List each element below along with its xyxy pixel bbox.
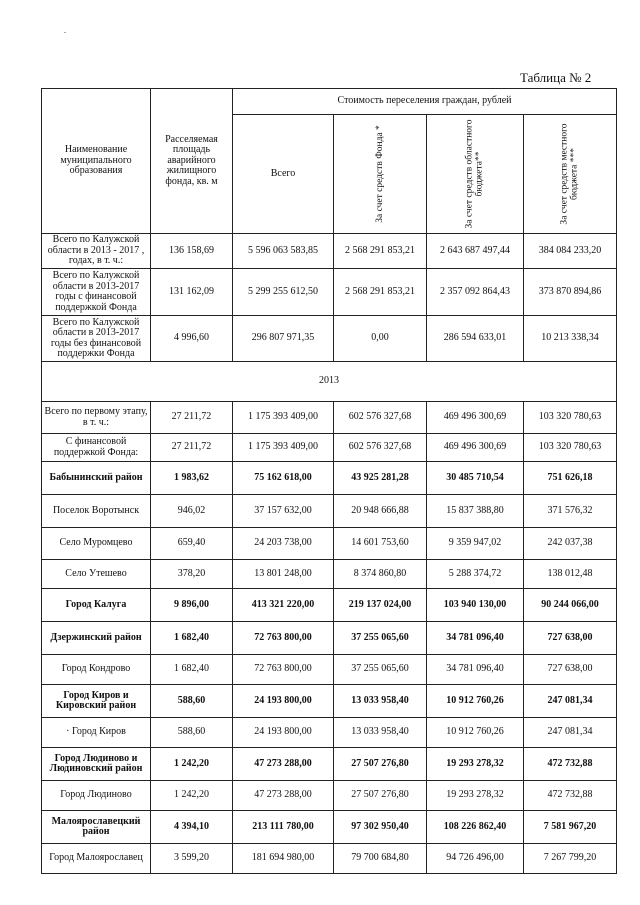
- cell-regional: 19 293 278,32: [427, 748, 524, 781]
- cell-regional: 15 837 388,80: [427, 495, 524, 528]
- cell-local: 727 638,00: [524, 622, 617, 655]
- cell-regional: 2 357 092 864,43: [427, 269, 524, 316]
- cell-local: 373 870 894,86: [524, 269, 617, 316]
- summary-row: [42, 316, 617, 362]
- header-local: [524, 115, 617, 234]
- cell-local: 242 037,38: [524, 528, 617, 560]
- cell-total: 37 157 632,00: [233, 495, 334, 528]
- cell-area: 1 682,40: [151, 622, 233, 655]
- cell-regional: 469 496 300,69: [427, 402, 524, 434]
- cell-fund: 219 137 024,00: [334, 589, 427, 622]
- cell-fund: 43 925 281,28: [334, 462, 427, 495]
- header-total: Всего: [233, 115, 334, 234]
- cell-regional: 10 912 760,26: [427, 685, 524, 718]
- header-regional: [427, 115, 524, 234]
- cell-total: 1 175 393 409,00: [233, 434, 334, 462]
- cell-total: 213 111 780,00: [233, 811, 334, 844]
- cell-fund: 20 948 666,88: [334, 495, 427, 528]
- cell-regional: 30 485 710,54: [427, 462, 524, 495]
- cell-local: 247 081,34: [524, 685, 617, 718]
- cell-area: 659,40: [151, 528, 233, 560]
- cell-area: 4 996,60: [151, 316, 233, 362]
- cell-fund: 37 255 065,60: [334, 655, 427, 685]
- scan-mark: .: [64, 26, 66, 35]
- table-row: [42, 685, 617, 718]
- cell-name: Город Кондрово: [42, 655, 151, 685]
- cell-local: 7 267 799,20: [524, 844, 617, 874]
- header-area: Расселяемая площадь аварийного жилищного фонда, кв. м: [151, 89, 233, 234]
- cell-name: Всего по Калужской области в 2013 - 2017 , годах, в т. ч.:: [42, 234, 151, 269]
- cell-regional: 286 594 633,01: [427, 316, 524, 362]
- cell-area: 9 896,00: [151, 589, 233, 622]
- cell-total: 24 193 800,00: [233, 718, 334, 748]
- cell-local: 472 732,88: [524, 748, 617, 781]
- cell-local: 90 244 066,00: [524, 589, 617, 622]
- cell-regional: 469 496 300,69: [427, 434, 524, 462]
- cell-regional: 10 912 760,26: [427, 718, 524, 748]
- table-row: [42, 402, 617, 434]
- cell-fund: 2 568 291 853,21: [334, 269, 427, 316]
- header-name: Наименование муниципального образования: [42, 89, 151, 234]
- cell-regional: 94 726 496,00: [427, 844, 524, 874]
- cell-name: Дзержинский район: [42, 622, 151, 655]
- resettlement-table: [41, 88, 617, 874]
- cell-total: 296 807 971,35: [233, 316, 334, 362]
- cell-fund: 602 576 327,68: [334, 434, 427, 462]
- cell-regional: 34 781 096,40: [427, 655, 524, 685]
- cell-name: Малоярославецкий район: [42, 811, 151, 844]
- cell-total: 13 801 248,00: [233, 560, 334, 589]
- cell-regional: 9 359 947,02: [427, 528, 524, 560]
- cell-local: 751 626,18: [524, 462, 617, 495]
- cell-local: 10 213 338,34: [524, 316, 617, 362]
- cell-fund: 0,00: [334, 316, 427, 362]
- cell-total: 24 203 738,00: [233, 528, 334, 560]
- table-row: [42, 748, 617, 781]
- cell-name: Город Людиново и Людиновский район: [42, 748, 151, 781]
- cell-name: Бабынинский район: [42, 462, 151, 495]
- table-row: [42, 622, 617, 655]
- cell-area: 3 599,20: [151, 844, 233, 874]
- table-row: [42, 811, 617, 844]
- cell-local: 247 081,34: [524, 718, 617, 748]
- cell-regional: 2 643 687 497,44: [427, 234, 524, 269]
- cell-name: Всего по Калужской области в 2013-2017 годы с финансовой поддержкой Фонда: [42, 269, 151, 316]
- cell-regional: 19 293 278,32: [427, 781, 524, 811]
- cell-area: 1 242,20: [151, 748, 233, 781]
- header-regional-label: За счет средств областного бюджета**: [464, 119, 485, 229]
- cell-fund: 2 568 291 853,21: [334, 234, 427, 269]
- cell-name: Всего по первому этапу, в т. ч.:: [42, 402, 151, 434]
- table-row: [42, 462, 617, 495]
- cell-total: 72 763 800,00: [233, 655, 334, 685]
- summary-row: [42, 269, 617, 316]
- table-row: [42, 844, 617, 874]
- cell-fund: 14 601 753,60: [334, 528, 427, 560]
- cell-area: 378,20: [151, 560, 233, 589]
- cell-total: 1 175 393 409,00: [233, 402, 334, 434]
- cell-name: Город Киров и Кировский район: [42, 685, 151, 718]
- cell-area: 136 158,69: [151, 234, 233, 269]
- header-fund: [334, 115, 427, 234]
- cell-local: 727 638,00: [524, 655, 617, 685]
- cell-area: 27 211,72: [151, 434, 233, 462]
- cell-area: 1 983,62: [151, 462, 233, 495]
- cell-fund: 97 302 950,40: [334, 811, 427, 844]
- cell-name: Всего по Калужской области в 2013-2017 годы без финансовой поддержки Фонда: [42, 316, 151, 362]
- cell-total: 24 193 800,00: [233, 685, 334, 718]
- cell-area: 588,60: [151, 718, 233, 748]
- cell-fund: 27 507 276,80: [334, 748, 427, 781]
- header-cost-group: Стоимость переселения граждан, рублей: [233, 89, 617, 115]
- cell-local: 472 732,88: [524, 781, 617, 811]
- summary-row: [42, 234, 617, 269]
- table-row: [42, 560, 617, 589]
- cell-area: 588,60: [151, 685, 233, 718]
- cell-total: 72 763 800,00: [233, 622, 334, 655]
- table-row: [42, 495, 617, 528]
- table-row: [42, 655, 617, 685]
- cell-regional: 103 940 130,00: [427, 589, 524, 622]
- cell-name: Город Малоярославец: [42, 844, 151, 874]
- cell-area: 1 242,20: [151, 781, 233, 811]
- cell-regional: 108 226 862,40: [427, 811, 524, 844]
- header-local-label: За счет средств местного бюджета ***: [559, 123, 581, 225]
- cell-name: Село Муромцево: [42, 528, 151, 560]
- cell-name: Село Утешево: [42, 560, 151, 589]
- cell-fund: 13 033 958,40: [334, 718, 427, 748]
- cell-total: 75 162 618,00: [233, 462, 334, 495]
- cell-total: 47 273 288,00: [233, 781, 334, 811]
- cell-regional: 5 288 374,72: [427, 560, 524, 589]
- cell-local: 7 581 967,20: [524, 811, 617, 844]
- table-row: [42, 718, 617, 748]
- cell-area: 1 682,40: [151, 655, 233, 685]
- cell-fund: 602 576 327,68: [334, 402, 427, 434]
- cell-regional: 34 781 096,40: [427, 622, 524, 655]
- cell-total: 181 694 980,00: [233, 844, 334, 874]
- table-row: [42, 781, 617, 811]
- cell-local: 138 012,48: [524, 560, 617, 589]
- cell-local: 103 320 780,63: [524, 402, 617, 434]
- table-row: [42, 589, 617, 622]
- cell-fund: 8 374 860,80: [334, 560, 427, 589]
- cell-total: 413 321 220,00: [233, 589, 334, 622]
- cell-area: 946,02: [151, 495, 233, 528]
- cell-name: Город Людиново: [42, 781, 151, 811]
- table-row: [42, 434, 617, 462]
- cell-local: 384 084 233,20: [524, 234, 617, 269]
- table-row: [42, 528, 617, 560]
- cell-area: 27 211,72: [151, 402, 233, 434]
- cell-local: 103 320 780,63: [524, 434, 617, 462]
- cell-total: 5 596 063 583,85: [233, 234, 334, 269]
- cell-name: Город Калуга: [42, 589, 151, 622]
- cell-fund: 37 255 065,60: [334, 622, 427, 655]
- cell-fund: 27 507 276,80: [334, 781, 427, 811]
- table-caption: Таблица № 2: [520, 70, 592, 85]
- header-fund-label: За счет средств Фонда *: [374, 125, 385, 223]
- cell-name: С финансовой поддержкой Фонда:: [42, 434, 151, 462]
- cell-name: · Город Киров: [42, 718, 151, 748]
- cell-area: 131 162,09: [151, 269, 233, 316]
- cell-area: 4 394,10: [151, 811, 233, 844]
- cell-fund: 79 700 684,80: [334, 844, 427, 874]
- cell-fund: 13 033 958,40: [334, 685, 427, 718]
- cell-total: 47 273 288,00: [233, 748, 334, 781]
- cell-total: 5 299 255 612,50: [233, 269, 334, 316]
- year-row: 2013: [42, 362, 617, 402]
- cell-local: 371 576,32: [524, 495, 617, 528]
- cell-name: Поселок Воротынск: [42, 495, 151, 528]
